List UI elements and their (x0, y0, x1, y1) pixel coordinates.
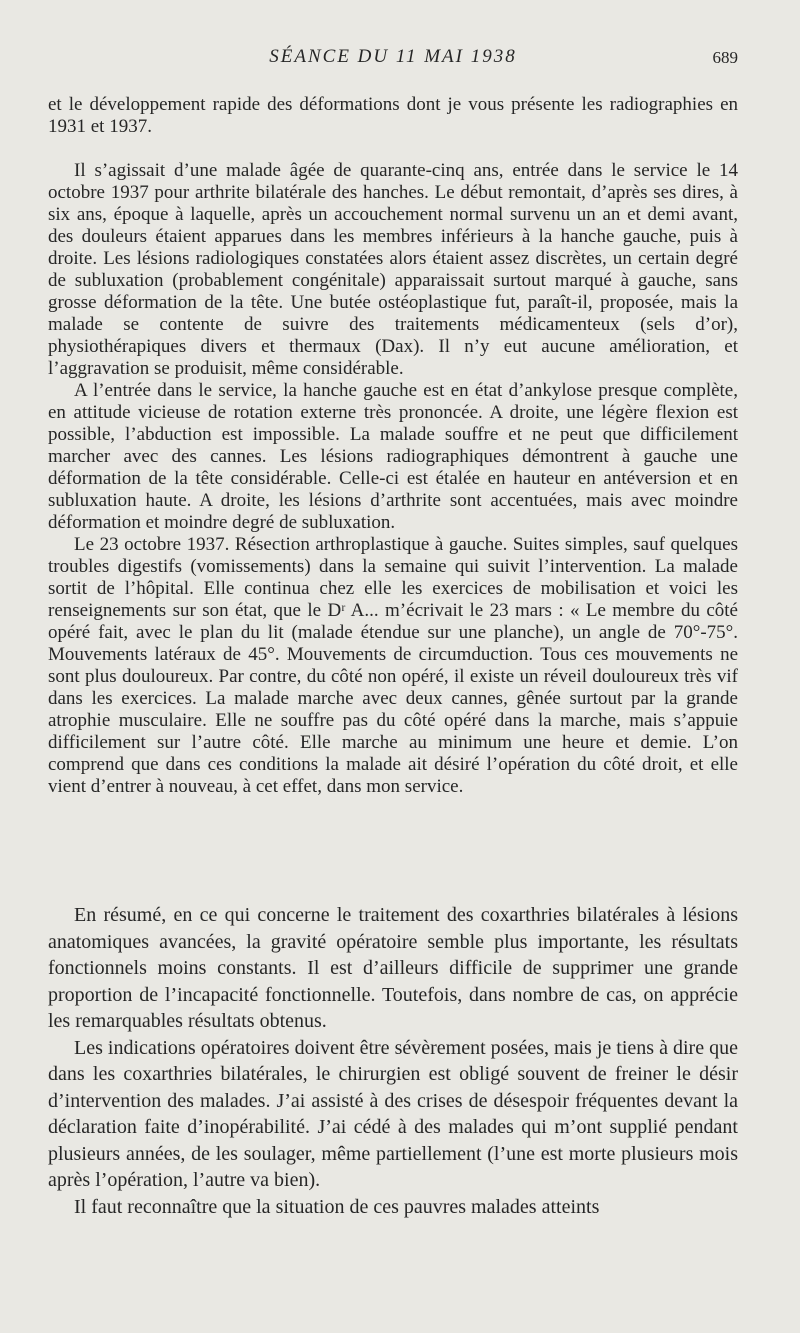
running-header (48, 46, 738, 72)
text-block-summary (48, 902, 738, 1220)
paragraph-indications: Les indications opératoires doivent être sévèrement posées, mais je tiens à dire que dans les coxarthries bilatérales, le chirurgien est obligé souvent de freiner le désir d’intervention des malades. J’ai assisté à des crises de désespoir fréquentes devant la déclaration faite d’inopérabilité. J’ai cédé à des malades qui m’ont supplié pendant plusieurs années, de les soulager, même partiellement (l’une est morte plusieurs mois après l’opération, l’autre va bien). (48, 1036, 738, 1191)
paragraph-continuation: et le développement rapide des déformations dont je vous présente les radiographies en 1931 et 1937. (48, 94, 738, 137)
paragraph-conclusion: Il faut reconnaître que la situation de ces pauvres malades atteints (74, 1195, 600, 1218)
text-block-case (48, 160, 738, 798)
page-number: 689 (712, 48, 738, 67)
paragraph-operation: Le 23 octobre 1937. Résection arthroplastique à gauche. Suites simples, sauf quelques troubles digestifs (vomissements) dans la semaine qui suivit l’intervention. La malade sortit de l’hôpital. Elle continua chez elle les exercices de mobilisation et voici les renseignements sur son état, que le Dʳ A... m’écrivait le 23 mars : « Le membre du côté opéré fait, avec le plan du lit (malade étendue sur une planche), un angle de 70°-75°. Mouvements latéraux de 45°. Mouvements de circumduction. Tous ces mouvements ne sont plus douloureux. Par contre, du côté non opéré, il existe un réveil douloureux très vif dans les exercices. La malade marche avec deux cannes, gênée surtout par la grande atrophie musculaire. Elle ne souffre pas du côté opéré dans la marche, mais s’appuie difficilement sur l’autre côté. Elle marche au minimum une heure et demie. L’on comprend que dans ces conditions la malade ait désiré l’opération du côté droit, et elle vient d’entrer à nouveau, à cet effet, dans mon service. (48, 534, 738, 797)
paragraph-summary: En résumé, en ce qui concerne le traitement des coxarthries bilatérales à lésions anatomiques avancées, la gravité opératoire semble plus importante, les résultats fonctionnels moins constants. Il est d’ailleurs difficile de supprimer une grande proportion de l’incapacité fonctionnelle. Toutefois, dans nombre de cas, on apprécie les remarquables résultats obtenus. (48, 904, 738, 1032)
text-block-top (48, 94, 738, 138)
paragraph-admission: A l’entrée dans le service, la hanche gauche est en état d’ankylose presque complète, en attitude vicieuse de rotation externe très prononcée. A droite, une légère flexion est possible, l’abduction est impossible. La malade souffre et ne peut que difficilement marcher avec des cannes. Les lésions radiographiques démontrent à gauche une déformation de la tête considérable. Celle-ci est étalée en hauteur en antéversion et en subluxation haute. A droite, les lésions d’arthrite sont accentuées, mais avec moindre déformation et moindre degré de subluxation. (48, 380, 738, 533)
paragraph-case-history: Il s’agissait d’une malade âgée de quarante-cinq ans, entrée dans le service le 14 octobre 1937 pour arthrite bilatérale des hanches. Le début remontait, d’après ses dires, à six ans, époque à laquelle, après un accouchement normal survenu un an et demi avant, des douleurs étaient apparues dans les membres inférieurs à la hanche gauche, puis à droite. Les lésions radiologiques constatées alors étaient assez discrètes, un certain degré de subluxation (probablement congénitale) apparaissait surtout marqué à gauche, sans grosse déformation de la tête. Une butée ostéoplastique fut, paraît-il, proposée, mais la malade se contente de suivre des traitements médicamenteux (sels d’or), physiothérapiques divers et thermaux (Dax). Il n’y eut aucune amélioration, et l’aggravation se produisit, même considérable. (48, 160, 738, 379)
header-title: SÉANCE DU 11 MAI 1938 (269, 46, 517, 67)
